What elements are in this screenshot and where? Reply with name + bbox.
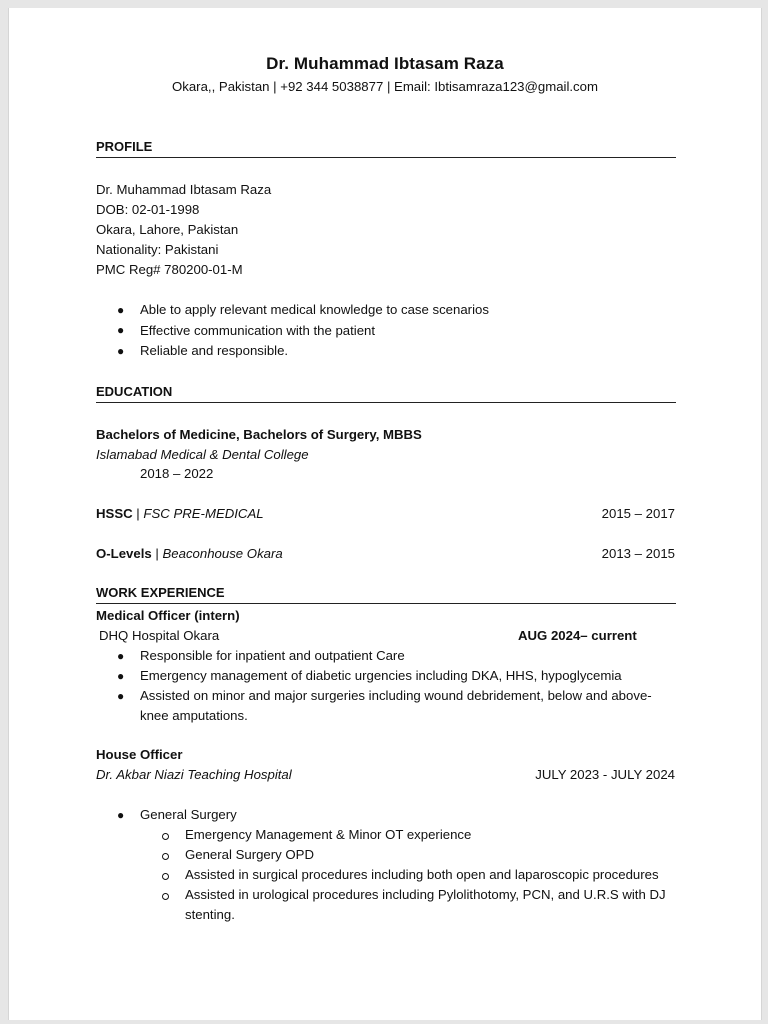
candidate-name: Dr. Muhammad Ibtasam Raza bbox=[266, 54, 504, 73]
house-officer-subitem-continued: stenting. bbox=[185, 907, 235, 922]
profile-bullet: Reliable and responsible. bbox=[140, 343, 289, 358]
hssc-years: 2015 – 2017 bbox=[601, 506, 675, 521]
work-heading: WORK EXPERIENCE bbox=[96, 585, 225, 600]
intern-bullet-continued: knee amputations. bbox=[140, 708, 248, 723]
circle-bullet-icon bbox=[162, 833, 169, 840]
contact-line: Okara,, Pakistan | +92 344 5038877 | Email: Ibtisamraza123@gmail.com bbox=[172, 79, 598, 94]
mbbs-degree: Bachelors of Medicine, Bachelors of Surgery, MBBS bbox=[96, 427, 422, 442]
education-divider bbox=[96, 402, 676, 403]
bullet-icon: ● bbox=[117, 303, 125, 317]
house-officer-title: House Officer bbox=[96, 747, 183, 762]
bullet-icon: ● bbox=[117, 649, 125, 663]
bullet-icon: ● bbox=[117, 669, 125, 683]
hssc-separator: | bbox=[132, 506, 144, 521]
intern-dates: AUG 2024– current bbox=[518, 628, 637, 643]
olevels-separator: | bbox=[151, 546, 163, 561]
house-officer-subitem: Emergency Management & Minor OT experience bbox=[185, 827, 472, 842]
profile-bullet: Able to apply relevant medical knowledge to case scenarios bbox=[140, 302, 489, 317]
circle-bullet-icon bbox=[162, 893, 169, 900]
house-officer-dates: JULY 2023 - JULY 2024 bbox=[535, 767, 675, 782]
bullet-icon: ● bbox=[117, 344, 125, 358]
resume-page bbox=[8, 8, 762, 1020]
olevels-years: 2013 – 2015 bbox=[601, 546, 675, 561]
intern-bullet: Responsible for inpatient and outpatient Care bbox=[140, 648, 405, 663]
profile-line: DOB: 02-01-1998 bbox=[96, 202, 200, 217]
profile-divider bbox=[96, 157, 676, 158]
intern-bullet: Assisted on minor and major surgeries including wound debridement, below and above- bbox=[140, 688, 652, 703]
profile-line: Nationality: Pakistani bbox=[96, 242, 219, 257]
circle-bullet-icon bbox=[162, 873, 169, 880]
house-officer-subitem: Assisted in urological procedures including Pylolithotomy, PCN, and U.R.S with DJ bbox=[185, 887, 666, 902]
hssc-title: HSSC bbox=[96, 506, 133, 521]
mbbs-institution: Islamabad Medical & Dental College bbox=[96, 447, 309, 462]
hssc-entry bbox=[96, 506, 264, 521]
profile-line: Okara, Lahore, Pakistan bbox=[96, 222, 239, 237]
work-divider bbox=[96, 603, 676, 604]
intern-title: Medical Officer (intern) bbox=[96, 608, 240, 623]
bullet-icon: ● bbox=[117, 323, 125, 337]
circle-bullet-icon bbox=[162, 853, 169, 860]
olevels-title: O-Levels bbox=[96, 546, 152, 561]
intern-bullet: Emergency management of diabetic urgencies including DKA, HHS, hypoglycemia bbox=[140, 668, 622, 683]
education-heading: EDUCATION bbox=[96, 384, 173, 399]
mbbs-years: 2018 – 2022 bbox=[140, 466, 214, 481]
bullet-icon: ● bbox=[117, 689, 125, 703]
olevels-detail: Beaconhouse Okara bbox=[162, 546, 283, 561]
intern-place: DHQ Hospital Okara bbox=[99, 628, 220, 643]
profile-heading: PROFILE bbox=[96, 139, 153, 154]
olevels-entry bbox=[96, 546, 283, 561]
house-officer-bullet: General Surgery bbox=[140, 807, 237, 822]
bullet-icon: ● bbox=[117, 808, 125, 822]
profile-line: PMC Reg# 780200-01-M bbox=[96, 262, 243, 277]
house-officer-subitem: Assisted in surgical procedures including both open and laparoscopic procedures bbox=[185, 867, 659, 882]
profile-bullet: Effective communication with the patient bbox=[140, 323, 376, 338]
hssc-detail: FSC PRE-MEDICAL bbox=[143, 506, 264, 521]
house-officer-place: Dr. Akbar Niazi Teaching Hospital bbox=[96, 767, 292, 782]
house-officer-subitem: General Surgery OPD bbox=[185, 847, 314, 862]
profile-line: Dr. Muhammad Ibtasam Raza bbox=[96, 182, 272, 197]
